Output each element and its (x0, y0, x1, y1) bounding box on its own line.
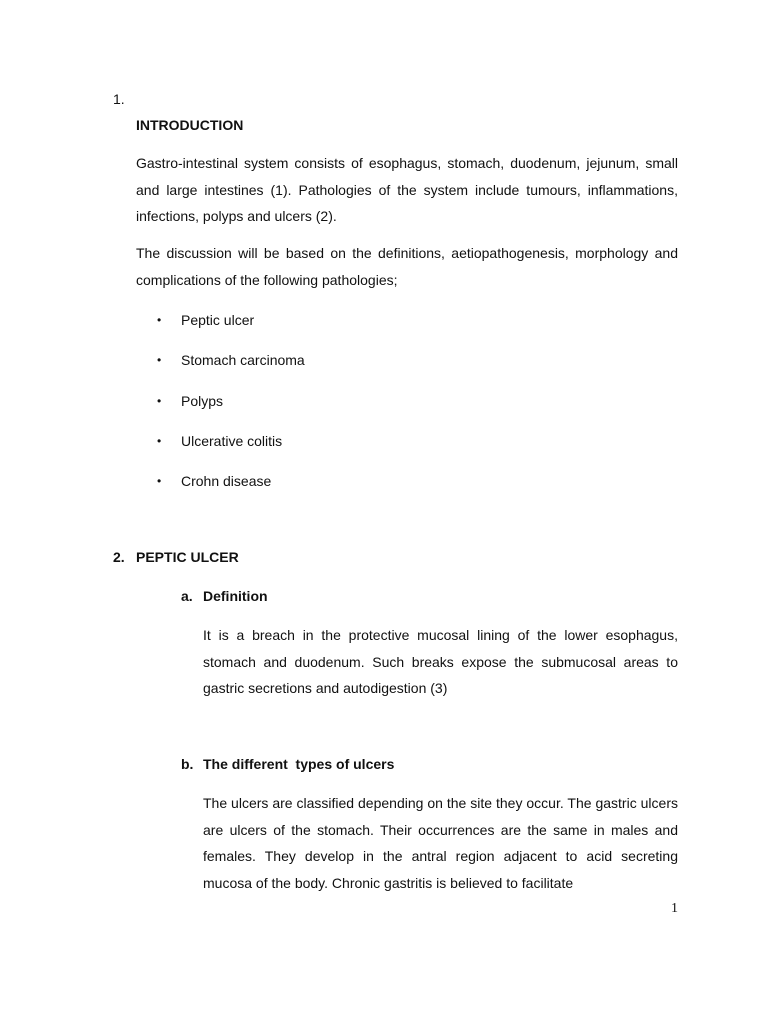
bullet-icon: • (157, 393, 162, 408)
list-item-text: Stomach carcinoma (181, 352, 305, 369)
introduction-paragraph-1: Gastro-intestinal system consists of esophagus, stomach, duodenum, jejunum, small and large intestines (1). Pathologies of the system include tumours, inflammations, infections, polyps and ulcers (2). (136, 155, 678, 224)
list-item-text: Crohn disease (181, 473, 272, 490)
list-item (157, 310, 305, 350)
definition-heading: Definition (203, 588, 268, 604)
peptic-ulcer-heading: PEPTIC ULCER (136, 549, 239, 565)
ulcer-types-paragraph: The ulcers are classified depending on the site they occur. The gastric ulcers are ulcers of the stomach. Their occurrences are the same in males and females. They develop in the antral region adjacent to acid secreting mucosa of the body. Chronic gastritis is believed to facilitate (203, 795, 678, 891)
bullet-icon: • (157, 313, 162, 327)
list-item (157, 471, 305, 511)
section-number-1: 1. (113, 91, 125, 107)
subsection-letter-a: a. (181, 588, 193, 604)
definition-paragraph: It is a breach in the protective mucosal lining of the lower esophagus, stomach and duodenum. Such breaks expose the submucosal areas to gastric secretions and autodigestion (3) (203, 627, 678, 696)
list-item-text: Peptic ulcer (181, 312, 255, 328)
list-item (157, 431, 305, 471)
pathology-list (157, 310, 305, 511)
introduction-paragraph-2: The discussion will be based on the definitions, aetiopathogenesis, morphology and complications of the following pathologies; (136, 245, 678, 288)
bullet-icon: • (157, 433, 162, 448)
list-item (157, 350, 305, 390)
ulcer-types-heading: The different types of ulcers (203, 756, 395, 772)
subsection-letter-b: b. (181, 756, 194, 772)
section-number-2: 2. (113, 549, 125, 565)
list-item-text: Polyps (181, 392, 224, 409)
list-item-text: Ulcerative colitis (181, 432, 283, 449)
bullet-icon: • (157, 474, 162, 489)
list-item (157, 391, 305, 431)
page-number: 1 (671, 901, 678, 916)
introduction-heading: INTRODUCTION (136, 117, 244, 133)
bullet-icon: • (157, 353, 162, 368)
